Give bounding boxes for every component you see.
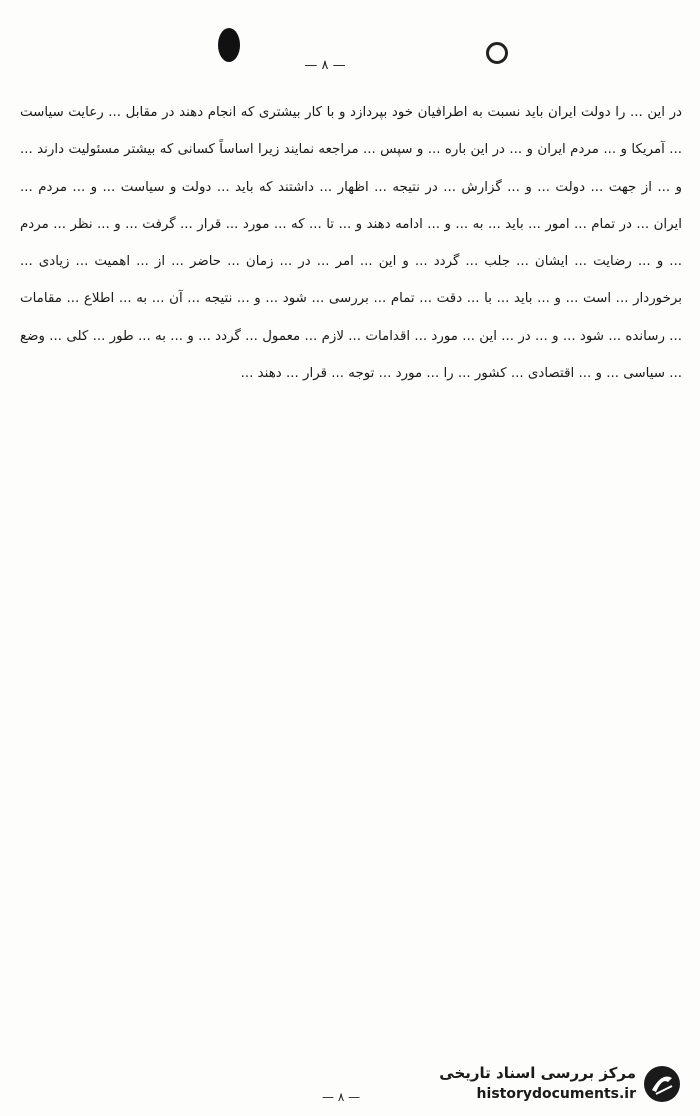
archive-logo-icon	[642, 1064, 682, 1104]
stamp-mark	[486, 42, 508, 64]
watermark-title: مرکز بررسی اسناد تاریخی	[439, 1064, 636, 1082]
footer-page-mark: — ۸ —	[322, 1090, 361, 1104]
watermark-url: historydocuments.ir	[476, 1086, 636, 1102]
punch-hole	[218, 28, 240, 62]
document-body: در این ... را دولت ایران باید نسبت به اطرافیان خود بپردازد و با کار بیشتری که انجام دهند در مقابل ... رعایت سیاست ... آمریکا و ... مردم ایران و ... در این باره ... و سپس ... مراجعه نمایند زیرا اساساً کسانی که بیشتر مسئولیت دارند ... و ... از جهت ... دولت ... و ... گزارش ... در نتیجه ... اظهار ... داشتند که باید ... دولت و سیاست ... و ... مردم ... ایران ... در تمام ... امور ... باید ... به ... و ... ادامه دهند و ... تا ... که ... مورد ... قرار ... گرفت ... و ... نظر ... مردم ... و ... رضایت ... ایشان ... جلب ... گردد ... و این ... امر ... در ... زمان ... حاضر ... از ... اهمیت ... زیادی ... برخوردار ... است ... و ... باید ... با ... دقت ... تمام ... بررسی ... شود ... و ... نتیجه ... آن ... به ... اطلاع ... مقامات ... رسانده ... شود ... و ... در ... این ... مورد ... اقدامات ... لازم ... معمول ... گردد ... و ... به ... طور ... کلی ... وضع ... سیاسی ... و ... اقتصادی ... کشور ... را ... مورد ... توجه ... قرار ... دهند ...	[20, 105, 682, 382]
page-number: — ۸ —	[304, 58, 346, 73]
archive-watermark	[382, 1062, 682, 1108]
